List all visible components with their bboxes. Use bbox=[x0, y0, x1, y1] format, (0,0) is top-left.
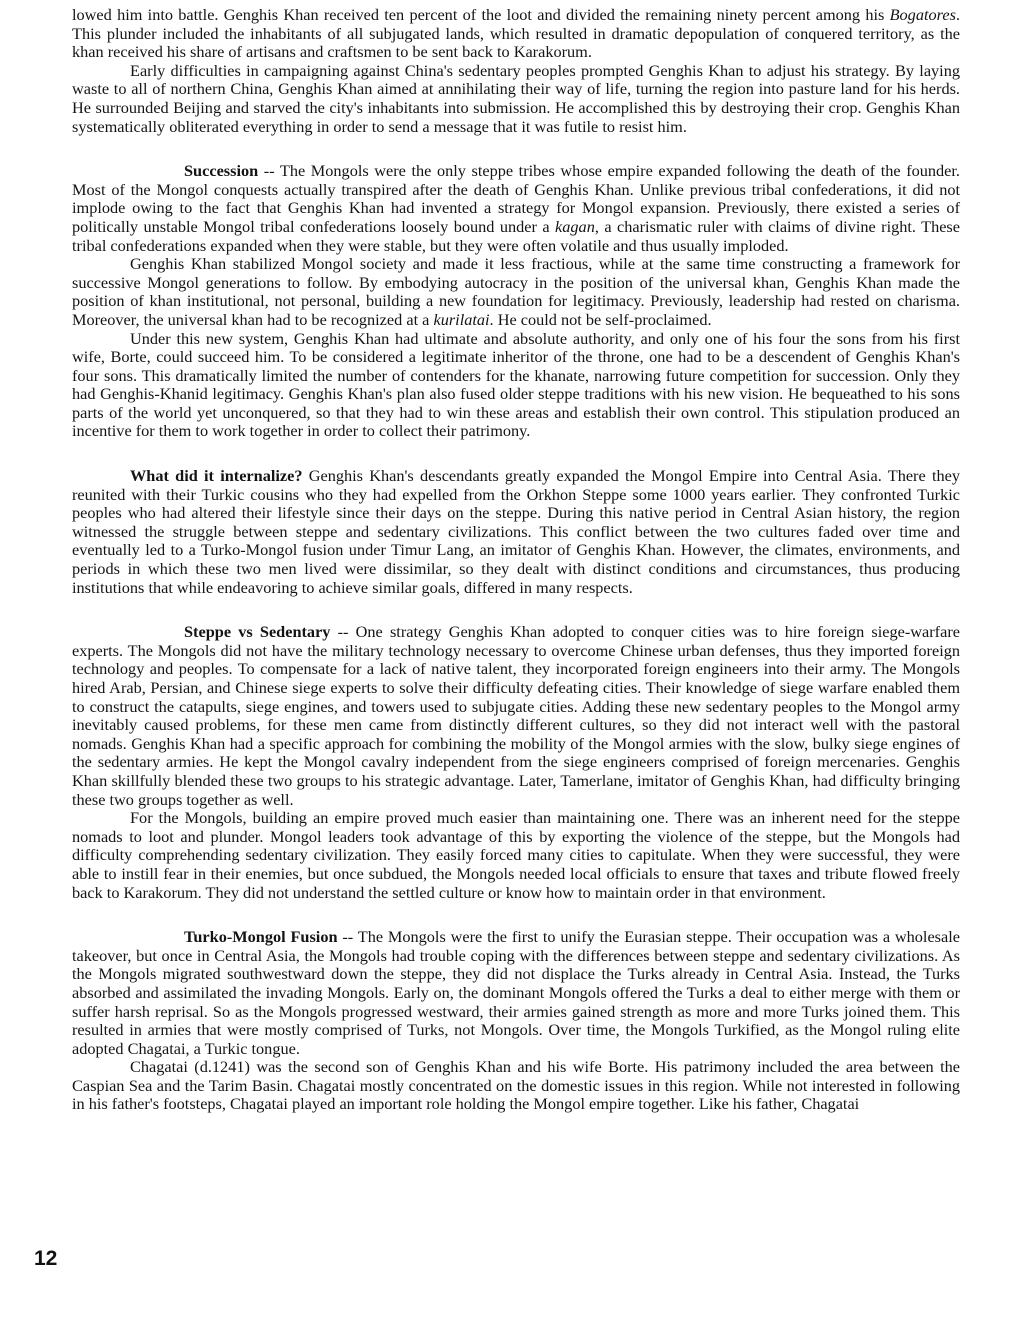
steppe-heading: Steppe vs Sedentary bbox=[184, 622, 331, 642]
steppe-paragraph-1 bbox=[72, 623, 960, 809]
internalize-paragraph bbox=[72, 467, 960, 597]
succession-heading: Succession bbox=[184, 161, 259, 181]
succession-paragraph-1 bbox=[72, 162, 960, 255]
steppe-paragraph-2: For the Mongols, building an empire proved much easier than maintaining one. There was an inherent need for the steppe nomads to loot and plunder. Mongol leaders took advantage of this by exporting the violence of the steppe, but the Mongols had difficulty comprehending sedentary civilization. They easily forced many cities to capitulate. When they were successful, they were able to instill fear in their enemies, but once subdued, the Mongols needed local officials to ensure that taxes and tribute flowed freely back to Karakorum. They did not understand the settled culture or know how to maintain order in that environment. bbox=[72, 808, 960, 902]
succession-text-a: -- The Mongols were the only steppe tribes whose empire expanded following the death of the founder. Most of the Mongol conquests actually transpired after the death of Genghis Khan. Unlike previous tribal confederations, it did not implode owing to the fact that Genghis Khan had invented a strategy for Mongol expansion. Previously, there existed a series of politically unstable Mongol tribal confederations loosely bound under a bbox=[72, 161, 960, 236]
kagan-term: kagan bbox=[555, 216, 595, 236]
succession-text-b: , a charismatic ruler with claims of divine right. These tribal confederations expanded when they were stable, but they were often volatile and thus usually imploded. bbox=[72, 216, 960, 255]
kurilatai-term: kurilatai bbox=[433, 309, 490, 329]
succession-paragraph-2 bbox=[72, 255, 960, 329]
fusion-text: -- The Mongols were the first to unify the Eurasian steppe. Their occupation was a wholesale takeover, but once in Central Asia, the Mongols had trouble coping with the differences between steppe and sedentary civilizations. As the Mongols migrated southwestward down the steppe, they did not displace the Turks already in Central Asia. Instead, the Turks absorbed and assimilated the invading Mongols. Early on, the dominant Mongols offered the Turks a deal to either merge with them or suffer harsh reprisal. So as the Mongols progressed westward, their armies gained strength as more and more Turks joined them. This resulted in armies that were mostly comprised of Turks, not Mongols. Over time, the Mongols Turkified, as the Mongol ruling elite adopted Chagatai, a Turkic tongue. bbox=[72, 927, 960, 1058]
succession-paragraph-3: Under this new system, Genghis Khan had ultimate and absolute authority, and only one of his four the sons from his first wife, Borte, could succeed him. To be considered a legitimate inheritor of the throne, one had to be a descendent of Genghis Khan's four sons. This dramatically limited the number of contenders for the khanate, narrowing future competition for succession. Only they had Genghis-Khanid legitimacy. Genghis Khan's plan also fused older steppe traditions with his new vision. He bequeathed to his sons parts of the world yet unconquered, so that they had to win these areas and establish their own control. This stipulation produced an incentive for them to work together in order to collect their patrimony. bbox=[72, 328, 960, 441]
document-page bbox=[72, 6, 960, 1114]
fusion-paragraph-1 bbox=[72, 928, 960, 1058]
page-number: 12 bbox=[34, 1247, 58, 1270]
fusion-heading: Turko-Mongol Fusion bbox=[184, 927, 338, 947]
succession-p2-text-a: Genghis Khan stabilized Mongol society and made it less fractious, while at the same time constructing a framework for successive Mongol generations to follow. By embodying autocracy in the position of the universal khan, Genghis Khan made the position of khan institutional, not personal, building a new foundation for legitimacy. Previously, leadership had rested on charisma. Moreover, the universal khan had to be recognized at a bbox=[72, 254, 960, 329]
intro-paragraph-1 bbox=[72, 6, 960, 62]
intro-paragraph-2: Early difficulties in campaigning against China's sedentary peoples prompted Genghis Khan to adjust his strategy. By laying waste to all of northern China, Genghis Khan aimed at annihilating their way of life, turning the region into pasture land for his herds. He surrounded Beijing and starved the city's inhabitants into submission. He accomplished this by destroying their crop. Genghis Khan systematically obliterated everything in order to send a message that it was futile to resist him. bbox=[72, 60, 960, 136]
intro-text-b: . This plunder included the inhabitants of all subjugated lands, which resulted in dramatic depopulation of conquered territory, as the khan received his share of artisans and craftsmen to be sent back to Karakorum. bbox=[72, 5, 960, 62]
bogatores-term: Bogatores bbox=[889, 5, 956, 24]
internalize-text: Genghis Khan's descendants greatly expanded the Mongol Empire into Central Asia. There they reunited with their Turkic cousins who they had expelled from the Orkhon Steppe some 1000 years earlier. They confronted Turkic peoples who had altered their lifestyle since their days on the steppe. During this native period in Central Asian history, the region witnessed the struggle between steppe and sedentary civilizations. This conflict between the two cultures faded over time and eventually led to a Turko-Mongol fusion under Timur Lang, an imitator of Genghis Khan. However, the climates, environments, and periods in which these two men lived were dissimilar, so they dealt with distinct conditions and circumstances, thus producing institutions that while endeavoring to achieve similar goals, differed in many respects. bbox=[72, 466, 960, 597]
intro-text-a: lowed him into battle. Genghis Khan received ten percent of the loot and divided the remaining ninety percent among his bbox=[72, 5, 890, 24]
internalize-heading: What did it internalize? bbox=[130, 466, 303, 486]
steppe-text: -- One strategy Genghis Khan adopted to conquer cities was to hire foreign siege-warfare experts. The Mongols did not have the military technology necessary to overcome Chinese urban defenses, thus they imported foreign technology and peoples. To compensate for a lack of native talent, they incorporated foreign engineers into their army. The Mongols hired Arab, Persian, and Chinese siege experts to solve their difficulty defeating cities. Their knowledge of siege warfare enabled them to construct the catapults, siege engines, and towers used to subjugate cities. Adding these new sedentary peoples to the Mongol army inevitably caused problems, for these men came from distinctly different cultures, so they did not interact well with the pastoral nomads. Genghis Khan had a specific approach for combining the mobility of the Mongol armies with the slow, bulky siege engines of the sedentary armies. He kept the Mongol cavalry independent from the siege engineers comprised of foreign mercenaries. Genghis Khan skillfully blended these two groups to his strategic advantage. Later, Tamerlane, imitator of Genghis Khan, had difficulty bringing these two groups together as well. bbox=[72, 622, 960, 809]
succession-p2-text-b: . He could not be self-proclaimed. bbox=[489, 309, 712, 329]
fusion-paragraph-2: Chagatai (d.1241) was the second son of Genghis Khan and his wife Borte. His patrimony included the area between the Caspian Sea and the Tarim Basin. Chagatai mostly concentrated on the domestic issues in this region. While not interested in following in his father's footsteps, Chagatai played an important role holding the Mongol empire together. Like his father, Chagatai bbox=[72, 1057, 960, 1114]
